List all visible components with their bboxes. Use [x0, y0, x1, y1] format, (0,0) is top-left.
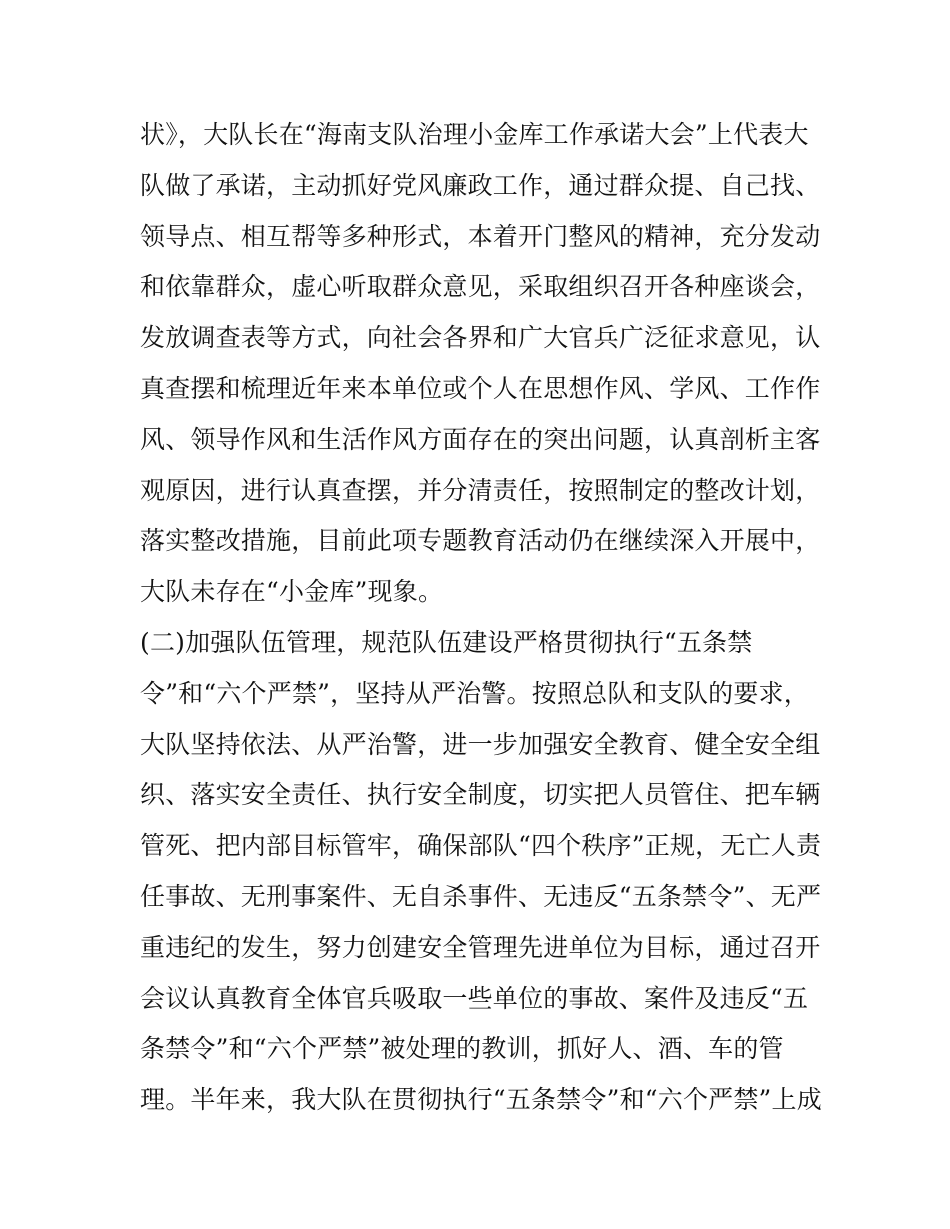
body-text: [140, 110, 820, 1126]
text-line: 领导点、相互帮等多种形式，本着开门整风的精神，充分发动: [140, 221, 821, 251]
text-line: 和依靠群众，虚心听取群众意见，采取组织召开各种座谈会，: [140, 272, 821, 302]
text-line: 真查摆和梳理近年来本单位或个人在思想作风、学风、工作作: [140, 373, 821, 403]
text-line: 重违纪的发生，努力创建安全管理先进单位为目标，通过召开: [140, 932, 821, 962]
text-line: 条禁令”和“六个严禁”被处理的教训，抓好人、酒、车的管: [140, 1034, 784, 1064]
text-line: 大队未存在“小金库”现象。: [140, 577, 444, 607]
text-line: 会议认真教育全体官兵吸取一些单位的事故、案件及违反“五: [140, 983, 809, 1013]
text-line: 队做了承诺，主动抓好党风廉政工作，通过群众提、自己找、: [140, 170, 821, 200]
text-line: 发放调查表等方式，向社会各界和广大官兵广泛征求意见，认: [140, 323, 821, 353]
section-heading-line: (二)加强队伍管理，规范队伍建设严格贯彻执行“五条禁: [140, 627, 753, 657]
text-line: 令”和“六个严禁”，坚持从严治警。按照总队和支队的要求，: [140, 678, 809, 708]
text-line: 观原因，进行认真查摆，并分清责任，按照制定的整改计划，: [140, 475, 821, 505]
text-line: 大队坚持依法、从严治警，进一步加强安全教育、健全安全组: [140, 729, 821, 759]
text-line: 管死、把内部目标管牢，确保部队“四个秩序”正规，无亡人责: [140, 831, 822, 861]
text-line: 状》，大队长在“海南支队治理小金库工作承诺大会”上代表大: [140, 120, 809, 149]
text-line: 落实整改措施，目前此项专题教育活动仍在继续深入开展中，: [140, 526, 821, 556]
text-line: 织、落实安全责任、执行安全制度，切实把人员管住、把车辆: [140, 780, 821, 810]
text-line: 风、领导作风和生活作风方面存在的突出问题，认真剖析主客: [140, 424, 821, 454]
text-line: 理。半年来，我大队在贯彻执行“五条禁令”和“六个严禁”上成: [140, 1085, 822, 1115]
text-line: 任事故、无刑事案件、无自杀事件、无违反“五条禁令”、无严: [140, 881, 822, 911]
